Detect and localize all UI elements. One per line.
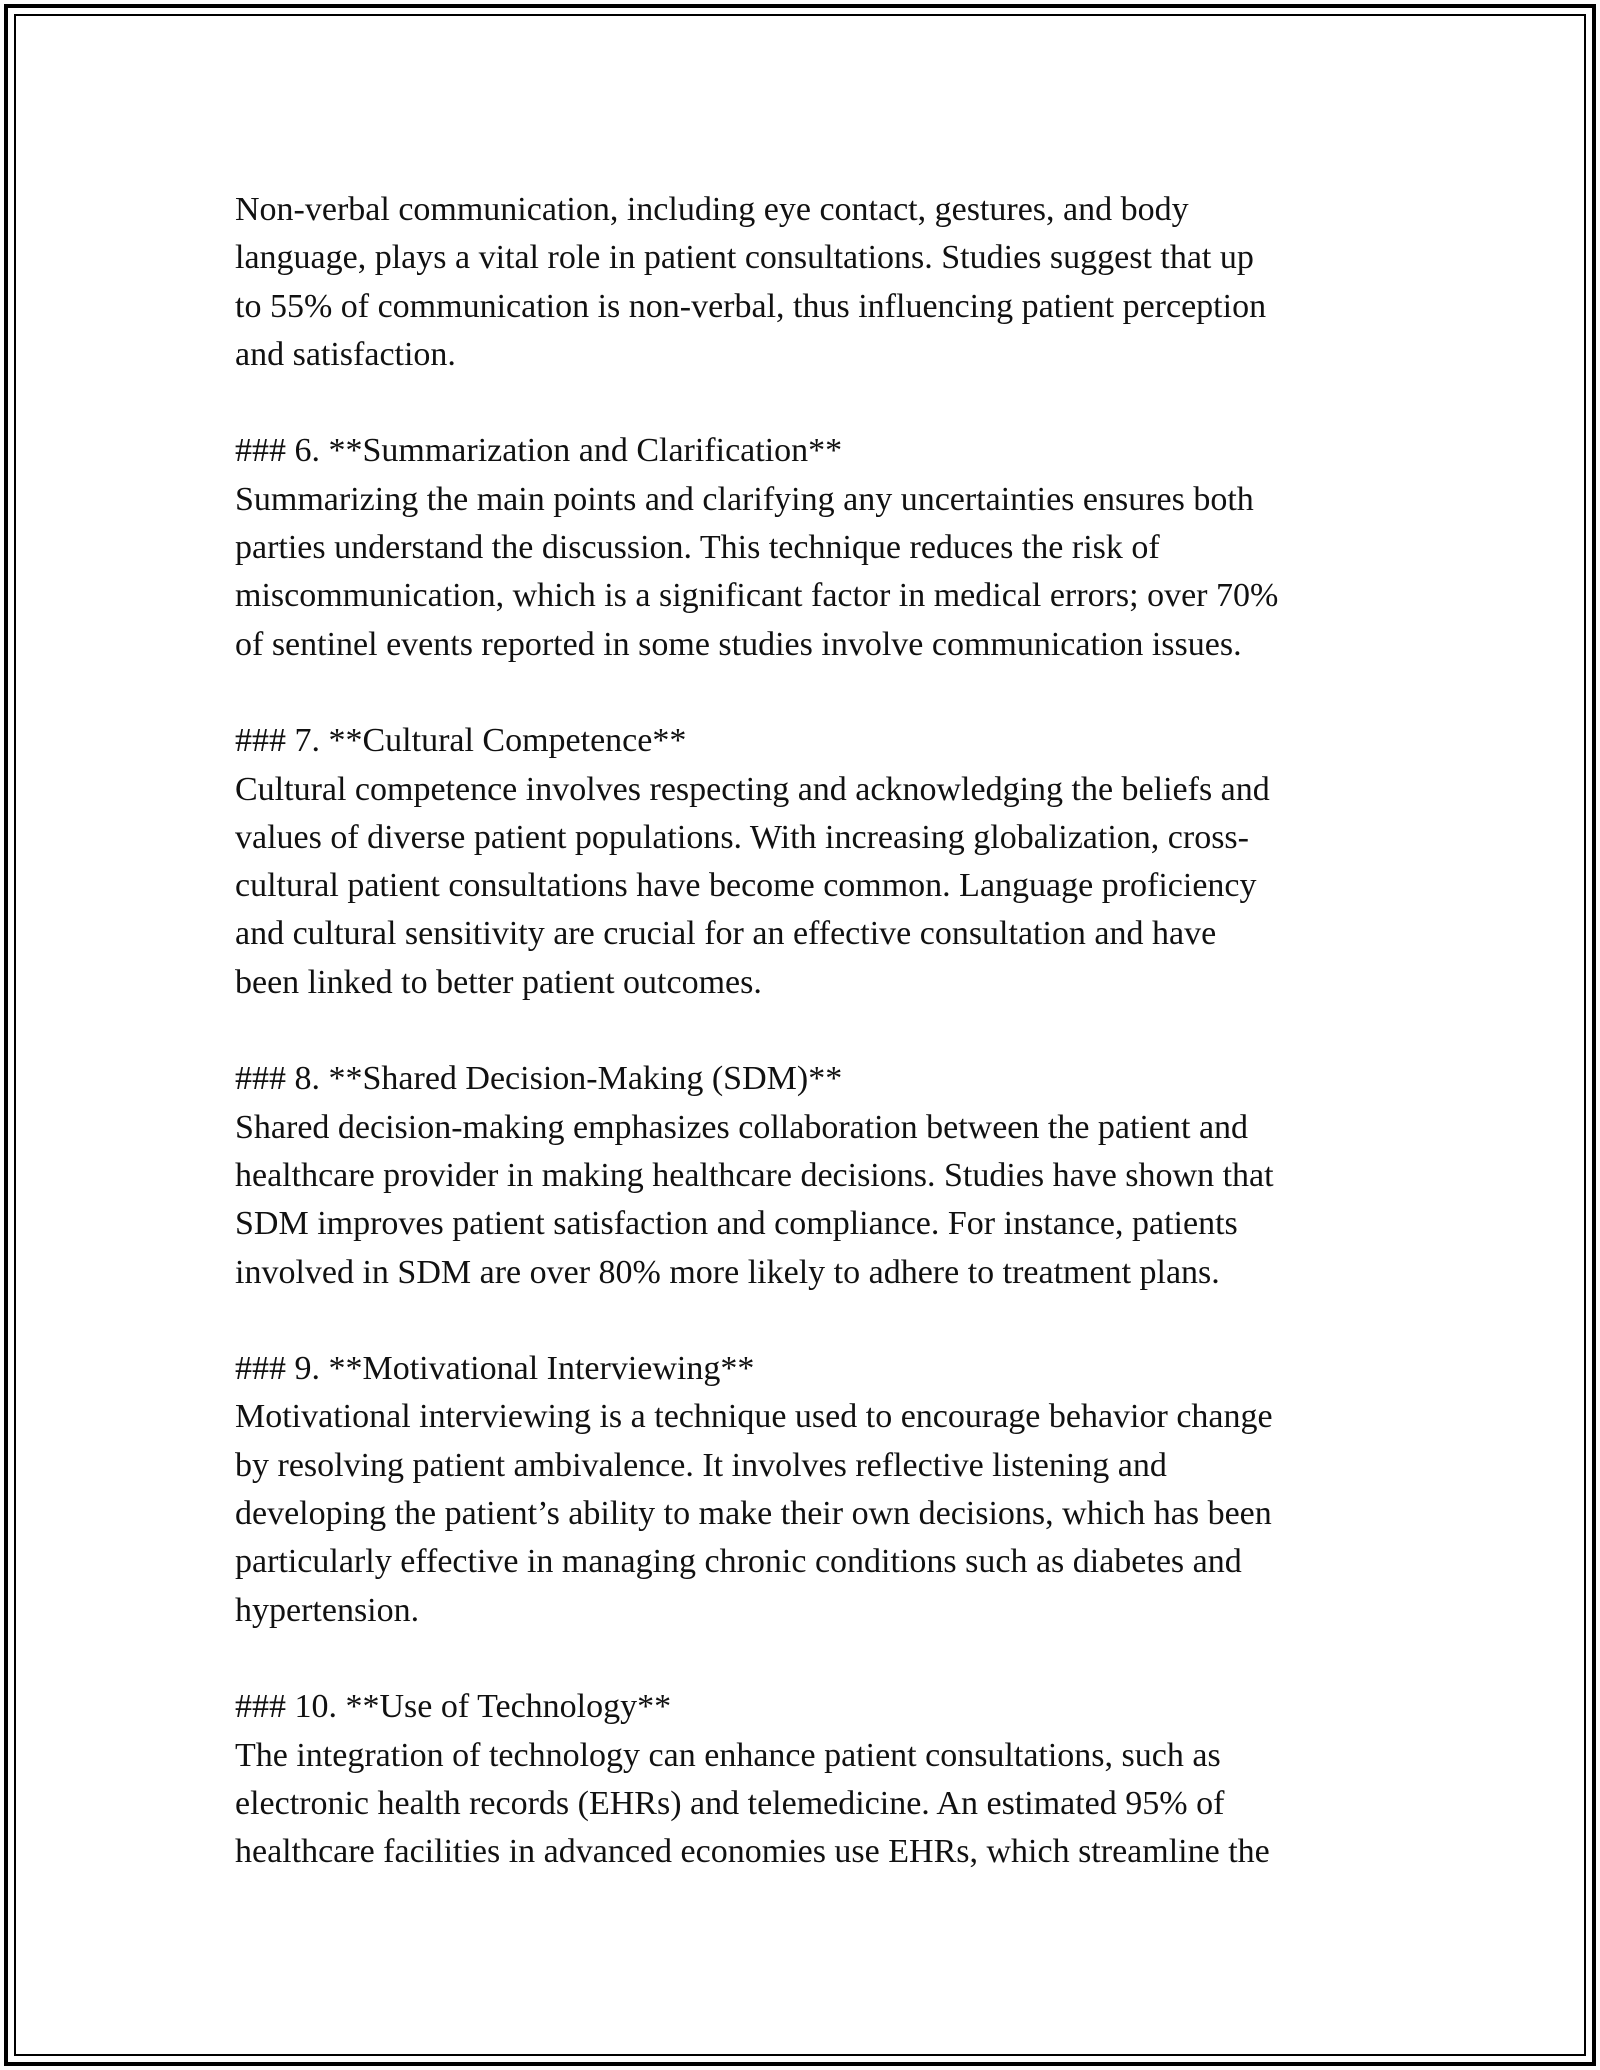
- section-heading: ### 6. **Summarization and Clarification**: [235, 432, 843, 470]
- section-10: [235, 1683, 1375, 1876]
- section-paragraph: Cultural competence involves respecting and acknowledging the beliefs and values of diverse patient populations. With increasing globalization, cross- cultural patient consultations have become common. Language proficiency and cultural sensitivity are crucial for an effective consultation and have been linked to better patient outcomes.: [235, 770, 1270, 1001]
- intro-block: [235, 186, 1375, 379]
- section-paragraph: The integration of technology can enhance patient consultations, such as electronic health records (EHRs) and telemedicine. An estimated 95% of healthcare facilities in advanced economies use EHRs, which streamline the: [235, 1736, 1270, 1871]
- section-9: [235, 1345, 1375, 1635]
- section-6: [235, 427, 1375, 668]
- section-8: [235, 1055, 1375, 1296]
- section-heading: ### 9. **Motivational Interviewing**: [235, 1350, 755, 1388]
- section-paragraph: Summarizing the main points and clarifying any uncertainties ensures both parties understand the discussion. This technique reduces the risk of miscommunication, which is a significant factor in medical errors; over 70% of sentinel events reported in some studies involve communication issues.: [235, 480, 1279, 663]
- section-heading: ### 7. **Cultural Competence**: [235, 722, 687, 760]
- section-heading: ### 10. **Use of Technology**: [235, 1688, 672, 1726]
- section-7: [235, 717, 1375, 1007]
- section-paragraph: Motivational interviewing is a technique used to encourage behavior change by resolving patient ambivalence. It involves reflective listening and developing the patient’s ability to make their own decisions, which has been particularly effective in managing chronic conditions such as diabetes and hypertension.: [235, 1398, 1273, 1629]
- document-body: [235, 186, 1375, 1925]
- intro-paragraph: Non-verbal communication, including eye contact, gestures, and body language, plays a vital role in patient consultations. Studies suggest that up to 55% of communication is non-verbal, thus influencing patient perception and satisfaction.: [235, 191, 1267, 373]
- section-heading: ### 8. **Shared Decision-Making (SDM)**: [235, 1060, 843, 1098]
- section-paragraph: Shared decision-making emphasizes collaboration between the patient and healthcare provider in making healthcare decisions. Studies have shown that SDM improves patient satisfaction and compliance. For instance, patients involved in SDM are over 80% more likely to adhere to treatment plans.: [235, 1108, 1274, 1291]
